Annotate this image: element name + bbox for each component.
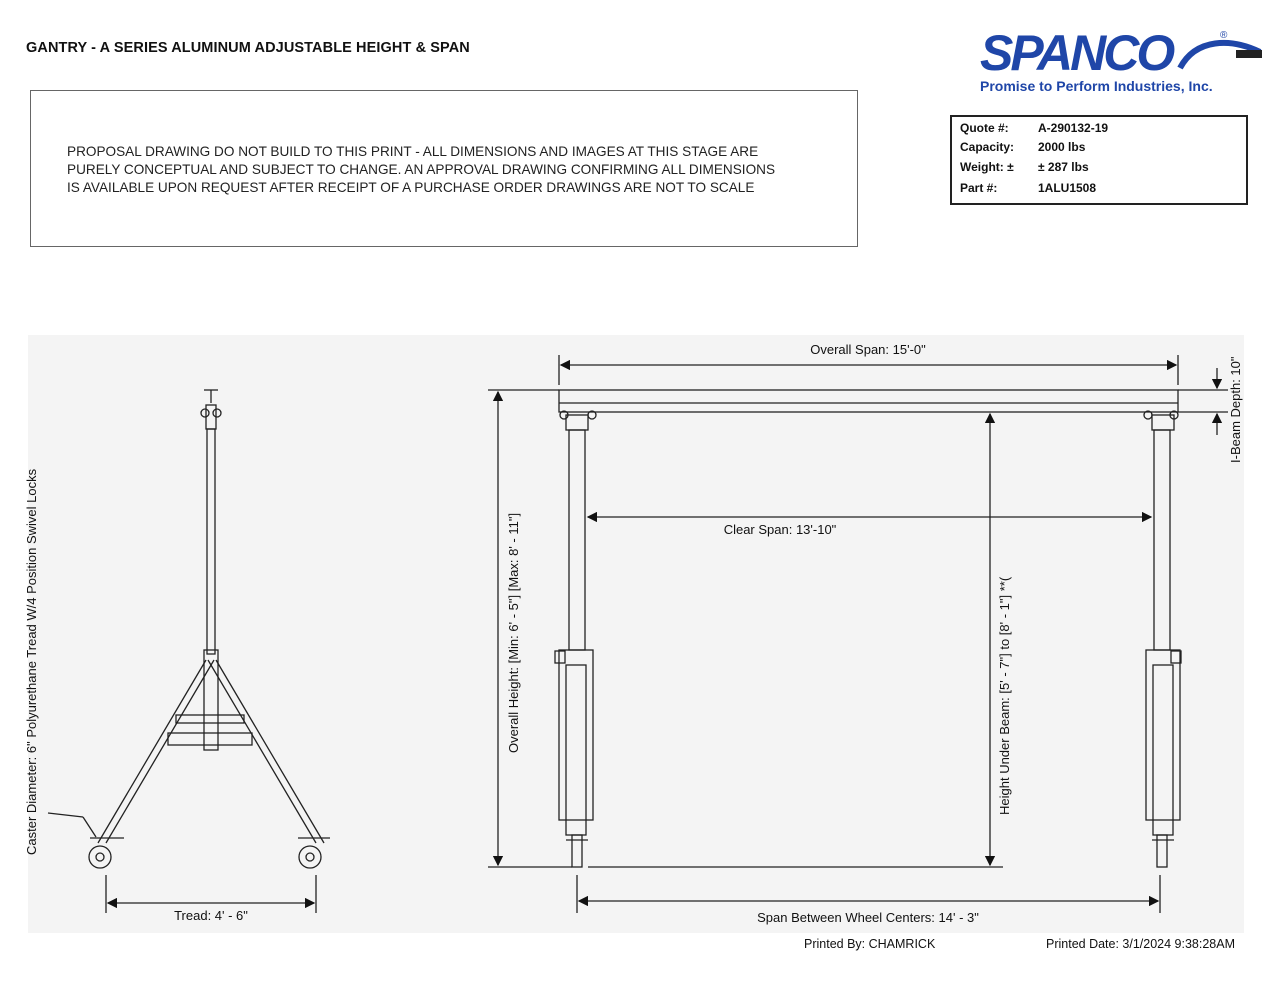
logo-registered-mark: ® [1220,30,1228,41]
clear-span-label: Clear Span: 13'-10" [723,522,837,537]
info-label: Part #: [960,181,998,195]
disclaimer-box [30,90,858,247]
info-label: Capacity: [960,140,1015,154]
disclaimer-line: PURELY CONCEPTUAL AND SUBJECT TO CHANGE. AN APPROVAL DRAWING CONFIRMING ALL DIMENSIONS [67,162,776,177]
overall-height-label: Overall Height: [Min: 6' - 5"] [Max: 8' - 11"] [506,512,521,753]
caster-label: Caster Diameter: 6" Polyurethane Tread W/4 Position Swivel Locks [24,468,39,855]
height-under-beam-label: Height Under Beam: [5' - 7"] to [8' - 1"] **( [997,576,1012,815]
ibeam-depth-label: I-Beam Depth: 10" [1228,356,1243,463]
info-label: Weight: ± [960,160,1014,174]
info-value: 1ALU1508 [1038,181,1097,195]
disclaimer-text [67,143,847,197]
disclaimer-line: IS AVAILABLE UPON REQUEST AFTER RECEIPT OF A PURCHASE ORDER DRAWINGS ARE NOT TO SCALE [67,180,755,195]
wheel-centers-label: Span Between Wheel Centers: 14' - 3" [757,910,979,925]
side-view [48,390,330,868]
logo-brand: SPANCO [980,25,1173,81]
disclaimer-line: PROPOSAL DRAWING DO NOT BUILD TO THIS PRINT - ALL DIMENSIONS AND IMAGES AT THIS STAGE ARE [67,144,759,159]
printed-date: Printed Date: 3/1/2024 9:38:28AM [1046,937,1236,951]
gantry-drawing [24,335,1244,933]
info-label: Quote #: [960,121,1009,135]
logo-tagline: Promise to Perform Industries, Inc. [980,78,1213,94]
info-value: 2000 lbs [1038,140,1086,154]
info-value: ± 287 lbs [1038,160,1089,174]
quote-info-table [950,115,1248,205]
spanco-logo [976,26,1266,98]
front-view [555,390,1181,867]
tread-label: Tread: 4' - 6" [174,908,248,923]
info-value: A-290132-19 [1038,121,1109,135]
overall-span-label: Overall Span: 15'-0" [810,342,926,357]
document-title: GANTRY - A SERIES ALUMINUM ADJUSTABLE HEIGHT & SPAN [26,40,470,56]
drawing-area [24,335,1244,933]
printed-by: Printed By: CHAMRICK [804,937,936,951]
logo-swoosh-icon [1176,38,1264,72]
